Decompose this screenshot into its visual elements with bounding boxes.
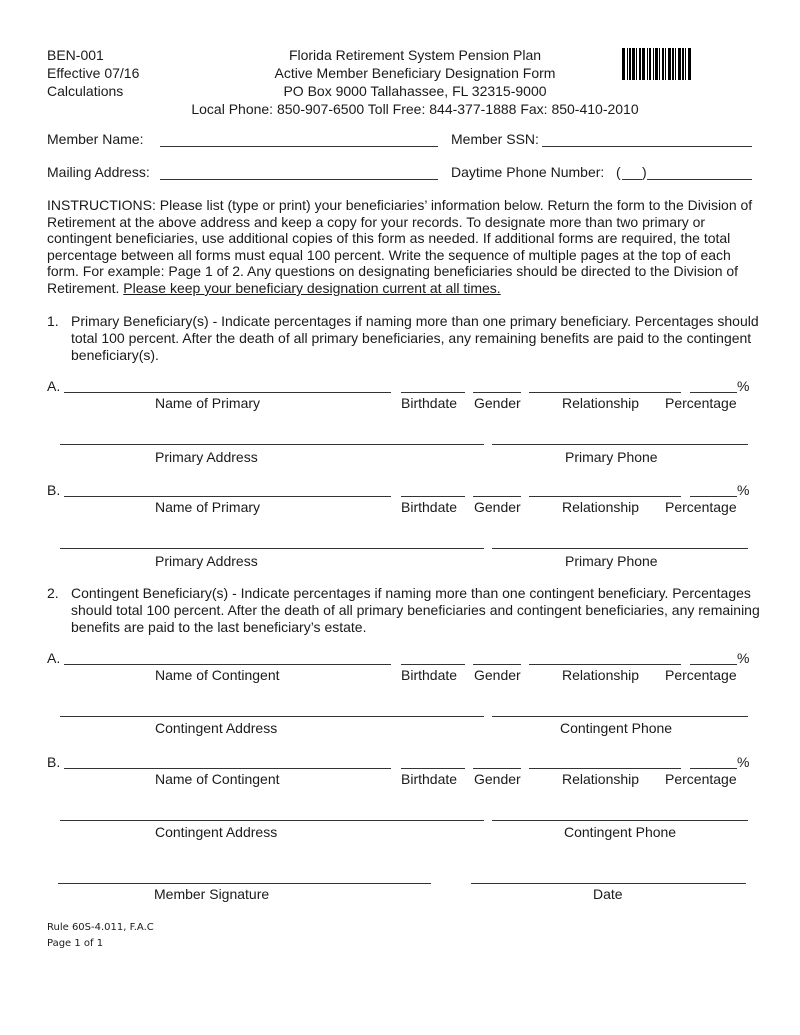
primary-b-gender-field[interactable] [473, 496, 521, 497]
contingent-section-intro [47, 585, 762, 636]
percentage-caption: Percentage [665, 395, 737, 411]
instructions-reminder: Please keep your beneficiary designation current at all times. [123, 279, 501, 296]
primary-a-name-field[interactable] [64, 392, 391, 393]
percentage-caption: Percentage [665, 499, 737, 515]
primary-section-text: Primary Beneficiary(s) - Indicate percentages if naming more than one primary beneficiary. Percentages should total 100 percent. After the death of all primary beneficiaries, any remaining benefits are paid to the contingent beneficiary(s). [71, 313, 759, 363]
percentage-caption: Percentage [665, 667, 737, 683]
entry-letter: A. [47, 650, 61, 666]
relationship-caption: Relationship [562, 395, 640, 411]
phone-caption: Contingent Phone [564, 824, 677, 840]
percent-sign: % [737, 378, 750, 394]
contingent-section-text: Contingent Beneficiary(s) - Indicate percentages if naming more than one contingent beneficiary. Percentages should total 100 percent. After the death of all primary beneficiaries and contingent beneficiaries, any remaining benefits are paid to the last beneficiary’s estate. [71, 585, 760, 635]
birthdate-caption: Birthdate [401, 499, 458, 515]
contingent-a-phone-field[interactable] [492, 716, 748, 717]
address-caption: Contingent Address [155, 824, 278, 840]
address-caption: Contingent Address [155, 720, 278, 736]
rule-citation: Rule 60S-4.011, F.A.C [47, 922, 154, 933]
entry-letter: B. [47, 482, 61, 498]
primary-a-address-field[interactable] [60, 444, 484, 445]
phone-area-code-field[interactable] [622, 179, 642, 180]
barcode-icon [622, 48, 714, 80]
name-caption: Name of Contingent [155, 667, 280, 683]
birthdate-caption: Birthdate [401, 771, 458, 787]
mailing-address: PO Box 9000 Tallahassee, FL 32315-9000 [283, 83, 547, 99]
daytime-phone-field[interactable] [647, 179, 752, 180]
contingent-b-relationship-field[interactable] [529, 768, 681, 769]
form-id: BEN-001 [47, 47, 104, 63]
date-caption: Date [593, 886, 623, 902]
birthdate-caption: Birthdate [401, 395, 458, 411]
primary-b-percentage-field[interactable] [690, 496, 737, 497]
primary-a-gender-field[interactable] [473, 392, 521, 393]
contingent-b-name-field[interactable] [64, 768, 391, 769]
member-signature-caption: Member Signature [154, 886, 270, 902]
name-caption: Name of Contingent [155, 771, 280, 787]
birthdate-caption: Birthdate [401, 667, 458, 683]
percent-sign: % [737, 650, 750, 666]
gender-caption: Gender [474, 395, 521, 411]
member-signature-field[interactable] [58, 883, 431, 884]
primary-b-name-field[interactable] [64, 496, 391, 497]
gender-caption: Gender [474, 499, 521, 515]
primary-b-relationship-field[interactable] [529, 496, 681, 497]
footer [47, 920, 154, 952]
contingent-a-relationship-field[interactable] [529, 664, 681, 665]
phone-caption: Contingent Phone [560, 720, 673, 736]
name-caption: Name of Primary [155, 395, 261, 411]
relationship-caption: Relationship [562, 667, 640, 683]
primary-b-phone-field[interactable] [492, 548, 748, 549]
phone-caption: Primary Phone [565, 553, 658, 569]
gender-caption: Gender [474, 667, 521, 683]
address-caption: Primary Address [155, 553, 258, 569]
contingent-a-percentage-field[interactable] [690, 664, 737, 665]
percent-sign: % [737, 482, 750, 498]
entry-letter: B. [47, 754, 61, 770]
contingent-b-percentage-field[interactable] [690, 768, 737, 769]
contingent-b-phone-field[interactable] [492, 820, 748, 821]
member-name-field[interactable] [160, 146, 438, 147]
form-meta [47, 46, 139, 100]
form-category: Calculations [47, 83, 124, 99]
page-number: Page 1 of 1 [47, 938, 104, 949]
relationship-caption: Relationship [562, 499, 640, 515]
contingent-a-name-field[interactable] [64, 664, 391, 665]
daytime-phone-label: Daytime Phone Number: [451, 164, 605, 180]
primary-a-percentage-field[interactable] [690, 392, 737, 393]
primary-a-phone-field[interactable] [492, 444, 748, 445]
percentage-caption: Percentage [665, 771, 737, 787]
primary-a-birthdate-field[interactable] [401, 392, 465, 393]
instructions [47, 197, 757, 297]
phone-area-open: ( [616, 164, 621, 180]
mailing-address-field[interactable] [160, 179, 438, 180]
contingent-a-address-field[interactable] [60, 716, 484, 717]
form-title-line1: Florida Retirement System Pension Plan [288, 47, 542, 63]
mailing-address-label: Mailing Address: [47, 164, 150, 180]
contingent-b-gender-field[interactable] [473, 768, 521, 769]
percent-sign: % [737, 754, 750, 770]
primary-section-number: 1. [47, 313, 59, 329]
relationship-caption: Relationship [562, 771, 640, 787]
contingent-b-address-field[interactable] [60, 820, 484, 821]
member-name-label: Member Name: [47, 131, 144, 147]
signature-date-field[interactable] [471, 883, 746, 884]
phone-area-close: ) [642, 164, 647, 180]
member-ssn-field[interactable] [542, 146, 752, 147]
contingent-a-gender-field[interactable] [473, 664, 521, 665]
primary-b-birthdate-field[interactable] [401, 496, 465, 497]
instructions-text: INSTRUCTIONS: Please list (type or print) your beneficiaries’ information below. Return the form to the Division of Retirement at the above address and keep a copy for your records. To designate more than two primary or contingent beneficiaries, use additional copies of this form as needed. If additional forms are required, the total percentage between all forms must equal 100 percent. Write the sequence of multiple pages at the top of each form. For example: Page 1 of 2. Any questions on designating beneficiaries should be directed to the Division of Retirement. [47, 197, 753, 296]
name-caption: Name of Primary [155, 499, 261, 515]
member-ssn-label: Member SSN: [451, 131, 539, 147]
form-title-line2: Active Member Beneficiary Designation Form [274, 65, 556, 81]
primary-section-intro [47, 313, 762, 364]
entry-letter: A. [47, 378, 61, 394]
address-caption: Primary Address [155, 449, 258, 465]
primary-a-relationship-field[interactable] [529, 392, 681, 393]
primary-b-address-field[interactable] [60, 548, 484, 549]
contingent-a-birthdate-field[interactable] [401, 664, 465, 665]
contact-numbers: Local Phone: 850-907-6500 Toll Free: 844-377-1888 Fax: 850-410-2010 [191, 101, 639, 117]
form-header [160, 46, 670, 118]
gender-caption: Gender [474, 771, 521, 787]
phone-caption: Primary Phone [565, 449, 658, 465]
effective-date: Effective 07/16 [47, 65, 140, 81]
contingent-b-birthdate-field[interactable] [401, 768, 465, 769]
contingent-section-number: 2. [47, 585, 59, 601]
